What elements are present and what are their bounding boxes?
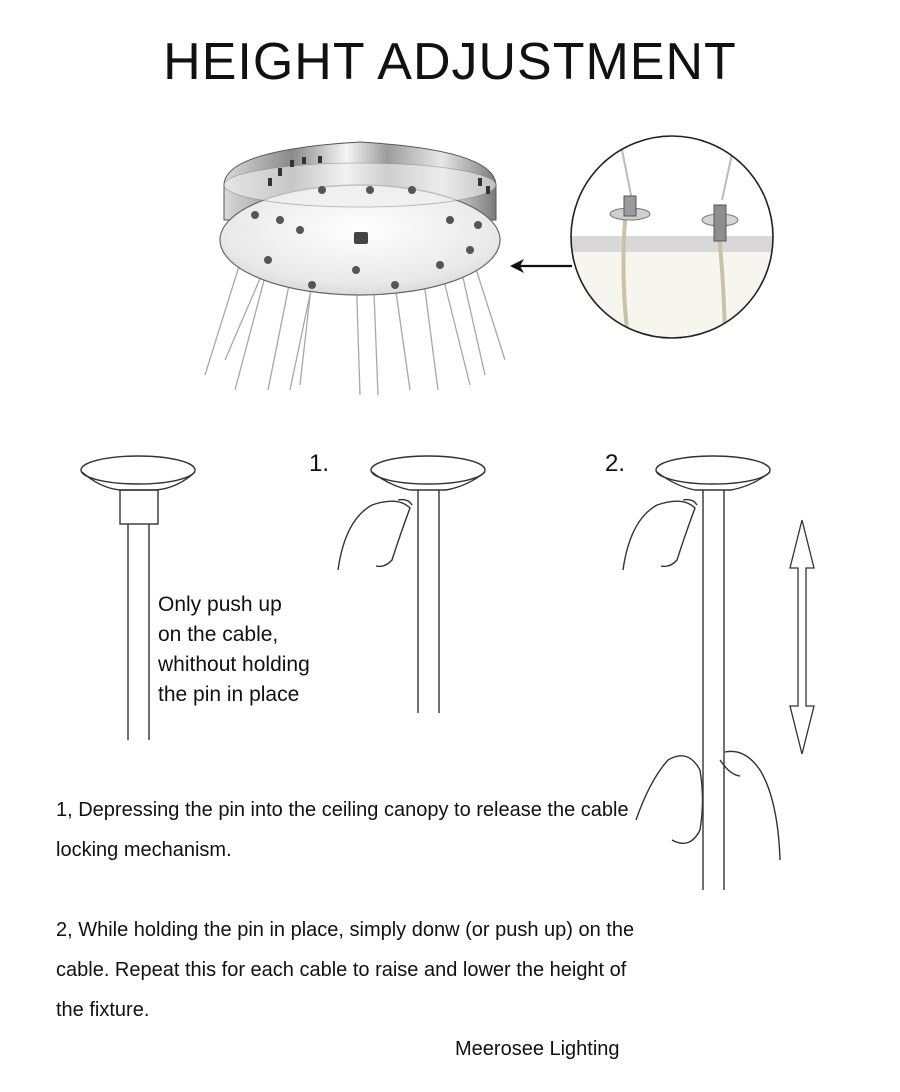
up-down-arrow [790,520,814,754]
step-one-label: 1. [309,450,330,477]
lower-hand-right [725,751,780,860]
pointer-arrow [510,259,572,273]
step-two-label: 2. [605,450,626,477]
center-screw [354,232,368,244]
instruction-step-two: 2, While holding the pin in place, simply donw (or push up) on the cable. Repeat this for each cable to raise and lower the height of the fixture. [56,919,635,1021]
detail-magnifier [570,135,775,340]
canopy-photo [205,142,505,395]
hand-finger [338,501,410,570]
page-title: HEIGHT ADJUSTMENT [163,33,737,91]
upper-hand [623,501,695,570]
brand-name: Meerosee Lighting [455,1038,620,1060]
diagram-step-one [338,456,485,713]
instruction-step-one: 1, Depressing the pin into the ceiling canopy to release the cable locking mechanism. [56,799,629,861]
push-up-note: Only push up on the cable, whithout holding the pin in place [158,593,310,706]
